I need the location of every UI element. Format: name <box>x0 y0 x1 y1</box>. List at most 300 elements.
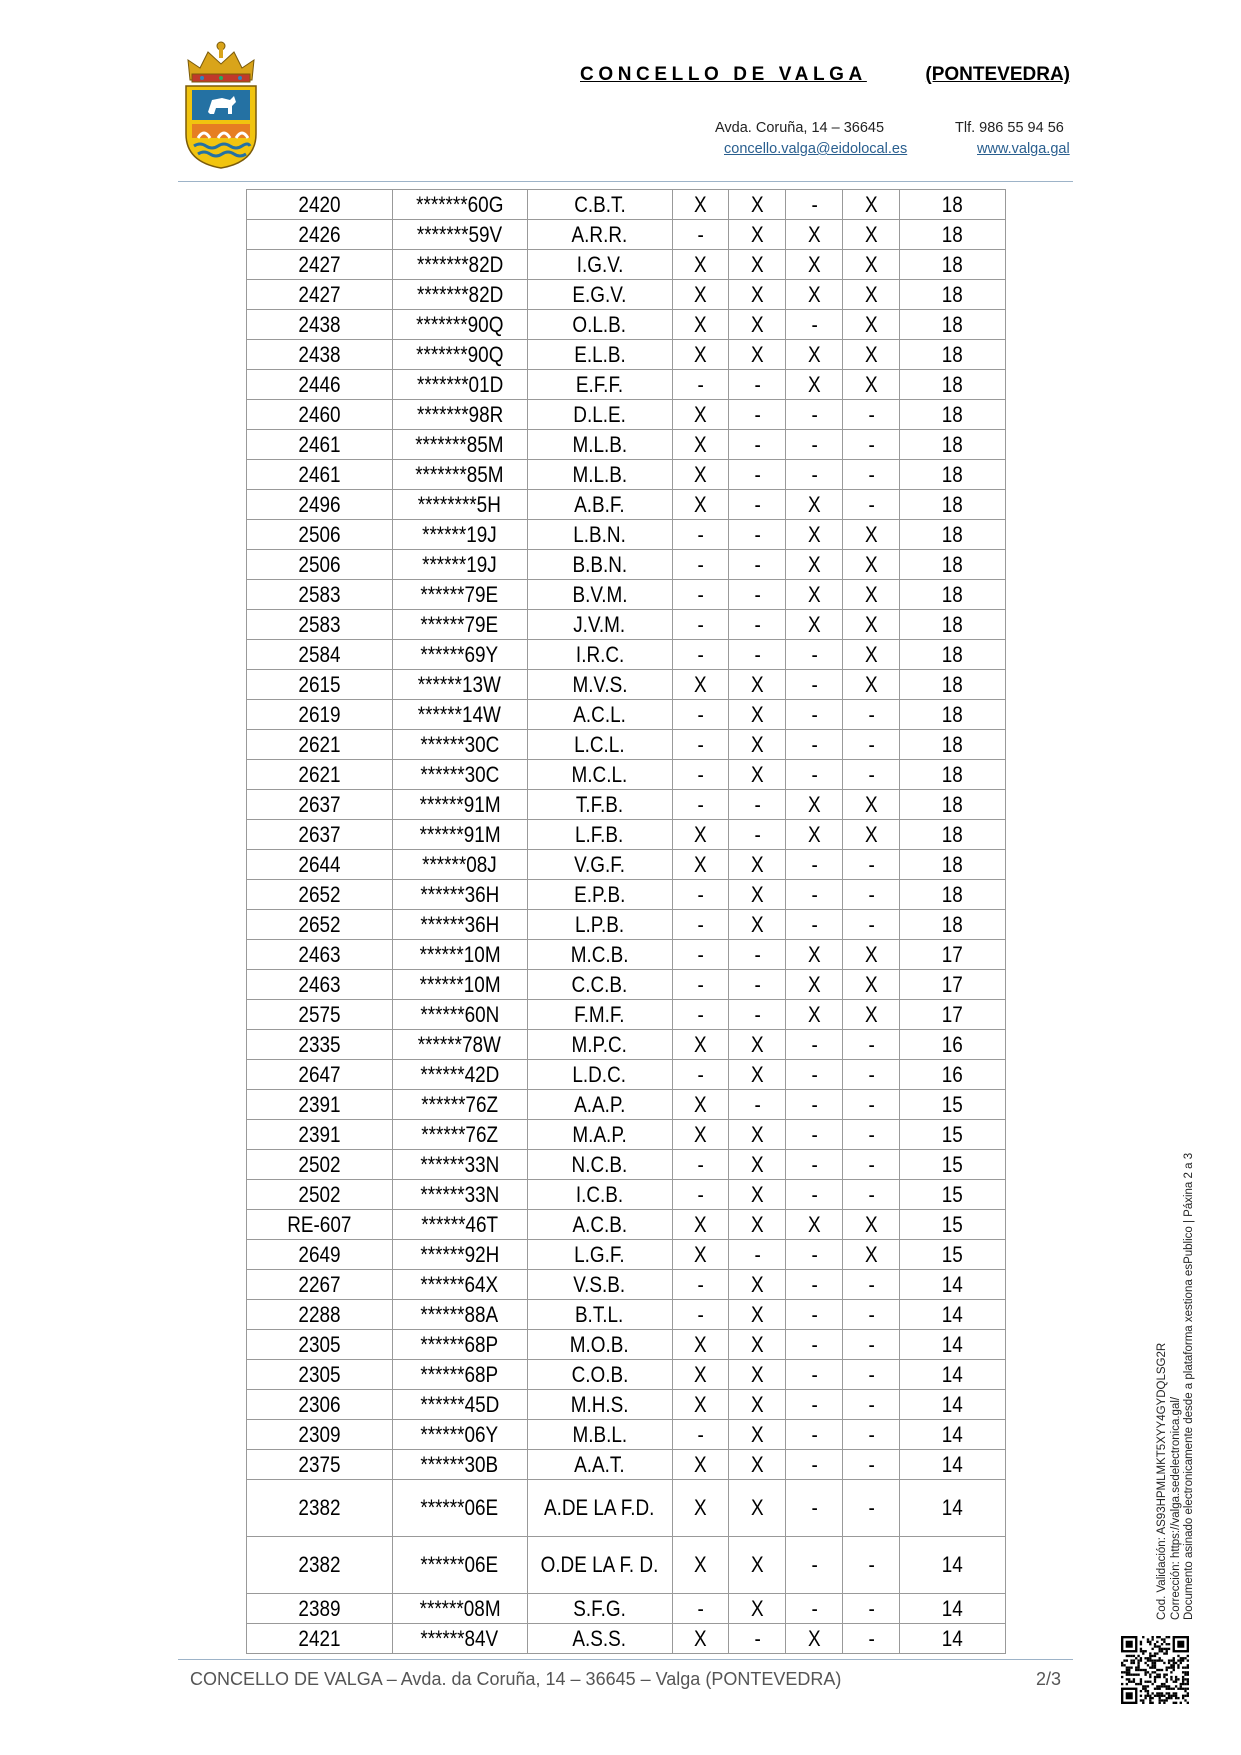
table-cell-mark-2: X <box>729 1180 786 1210</box>
table-cell-id: ******19J <box>392 520 527 550</box>
table-cell-number: 2502 <box>247 1150 393 1180</box>
table-cell-number: 2391 <box>247 1120 393 1150</box>
table-cell-id: ******33N <box>392 1150 527 1180</box>
table-cell-score: 14 <box>900 1420 1006 1450</box>
table-cell-mark-1: X <box>672 310 729 340</box>
table-cell-score: 18 <box>900 760 1006 790</box>
table-row <box>247 1480 1006 1537</box>
table-cell-mark-1: - <box>672 940 729 970</box>
table-cell-id: ******69Y <box>392 640 527 670</box>
table-cell-mark-2: - <box>729 460 786 490</box>
table-cell-score: 18 <box>900 850 1006 880</box>
table-cell-mark-1: - <box>672 700 729 730</box>
table-cell-mark-3: - <box>786 1270 843 1300</box>
table-cell-mark-3: - <box>786 730 843 760</box>
table-cell-mark-3: - <box>786 910 843 940</box>
table-row <box>247 1450 1006 1480</box>
table-cell-mark-4: - <box>843 460 900 490</box>
table-cell-score: 18 <box>900 910 1006 940</box>
table-cell-number: 2644 <box>247 850 393 880</box>
table-cell-initials: L.B.N. <box>527 520 672 550</box>
table-cell-id: ******60N <box>392 1000 527 1030</box>
table-cell-mark-1: - <box>672 370 729 400</box>
table-cell-mark-2: X <box>729 280 786 310</box>
table-cell-mark-1: X <box>672 190 729 220</box>
table-cell-score: 18 <box>900 550 1006 580</box>
footer-divider <box>178 1659 1073 1660</box>
table-cell-id: *******82D <box>392 280 527 310</box>
table-cell-mark-3: - <box>786 1030 843 1060</box>
table-cell-mark-2: - <box>729 790 786 820</box>
table-cell-mark-3: - <box>786 1537 843 1594</box>
table-cell-mark-2: - <box>729 940 786 970</box>
table-cell-id: ******46T <box>392 1210 527 1240</box>
table-cell-mark-3: X <box>786 520 843 550</box>
table-cell-mark-1: X <box>672 1330 729 1360</box>
table-cell-number: 2375 <box>247 1450 393 1480</box>
table-cell-mark-3: - <box>786 1360 843 1390</box>
table-cell-id: *******01D <box>392 370 527 400</box>
table-cell-mark-3: - <box>786 1300 843 1330</box>
table-cell-mark-2: X <box>729 760 786 790</box>
table-cell-initials: D.L.E. <box>527 400 672 430</box>
table-cell-mark-2: X <box>729 670 786 700</box>
table-cell-mark-1: X <box>672 1090 729 1120</box>
table-cell-mark-1: X <box>672 1030 729 1060</box>
table-cell-number: 2461 <box>247 430 393 460</box>
table-cell-mark-2: X <box>729 1300 786 1330</box>
table-cell-mark-1: - <box>672 580 729 610</box>
table-cell-id: *******59V <box>392 220 527 250</box>
page-number: 2/3 <box>1036 1669 1062 1689</box>
table-cell-id: ******36H <box>392 910 527 940</box>
table-cell-mark-3: X <box>786 280 843 310</box>
table-cell-score: 14 <box>900 1537 1006 1594</box>
table-cell-mark-4: - <box>843 730 900 760</box>
table-cell-initials: M.V.S. <box>527 670 672 700</box>
validation-block <box>1156 1153 1197 1620</box>
table-cell-mark-3: - <box>786 700 843 730</box>
table-cell-mark-3: X <box>786 490 843 520</box>
table-cell-mark-2: - <box>729 1000 786 1030</box>
table-cell-initials: A.C.L. <box>527 700 672 730</box>
table-cell-id: *******98R <box>392 400 527 430</box>
table-cell-mark-4: - <box>843 1480 900 1537</box>
table-cell-score: 18 <box>900 310 1006 340</box>
table-cell-mark-4: - <box>843 1300 900 1330</box>
table-cell-id: *******90Q <box>392 310 527 340</box>
table-cell-id: ******13W <box>392 670 527 700</box>
table-cell-mark-3: X <box>786 1000 843 1030</box>
table-cell-mark-1: X <box>672 820 729 850</box>
table-row <box>247 910 1006 940</box>
table-cell-initials: A.R.R. <box>527 220 672 250</box>
table-cell-mark-4: X <box>843 640 900 670</box>
table-cell-mark-1: - <box>672 1420 729 1450</box>
table-cell-mark-1: X <box>672 1624 729 1654</box>
table-cell-id: ******36H <box>392 880 527 910</box>
table-cell-initials: M.L.B. <box>527 430 672 460</box>
table-cell-mark-3: X <box>786 250 843 280</box>
table-cell-number: 2506 <box>247 550 393 580</box>
footer-text: CONCELLO DE VALGA – Avda. da Coruña, 14 – 36645 – Valga (PONTEVEDRA) <box>190 1669 842 1689</box>
table-cell-number: 2461 <box>247 460 393 490</box>
table-cell-initials: M.C.B. <box>527 940 672 970</box>
table-cell-mark-4: - <box>843 1594 900 1624</box>
table-cell-mark-3: X <box>786 550 843 580</box>
table-cell-mark-3: - <box>786 310 843 340</box>
table-cell-initials: A.S.S. <box>527 1624 672 1654</box>
table-cell-mark-3: - <box>786 1480 843 1537</box>
table-cell-mark-2: X <box>729 880 786 910</box>
table-row <box>247 580 1006 610</box>
table-cell-number: 2502 <box>247 1180 393 1210</box>
table-row <box>247 640 1006 670</box>
table-cell-score: 15 <box>900 1120 1006 1150</box>
table-cell-mark-1: - <box>672 1060 729 1090</box>
table-cell-initials: M.C.L. <box>527 760 672 790</box>
table-cell-mark-3: - <box>786 1450 843 1480</box>
table-cell-mark-1: - <box>672 640 729 670</box>
table-row <box>247 610 1006 640</box>
table-cell-number: 2652 <box>247 880 393 910</box>
table-cell-initials: A.B.F. <box>527 490 672 520</box>
table-cell-mark-4: X <box>843 340 900 370</box>
table-cell-initials: C.C.B. <box>527 970 672 1000</box>
table-cell-number: 2420 <box>247 190 393 220</box>
table-cell-number: 2446 <box>247 370 393 400</box>
table-cell-number: 2438 <box>247 310 393 340</box>
table-cell-initials: V.S.B. <box>527 1270 672 1300</box>
table-cell-mark-2: X <box>729 730 786 760</box>
table-cell-mark-3: - <box>786 1594 843 1624</box>
table-cell-mark-2: X <box>729 1594 786 1624</box>
table-cell-mark-2: - <box>729 640 786 670</box>
table-cell-mark-4: - <box>843 1030 900 1060</box>
table-cell-mark-4: - <box>843 1624 900 1654</box>
results-table <box>246 189 1006 1654</box>
table-row <box>247 1330 1006 1360</box>
table-cell-initials: F.M.F. <box>527 1000 672 1030</box>
table-cell-number: 2621 <box>247 760 393 790</box>
table-cell-mark-1: X <box>672 460 729 490</box>
table-cell-score: 18 <box>900 520 1006 550</box>
table-cell-mark-3: - <box>786 1330 843 1360</box>
table-row <box>247 250 1006 280</box>
table-row <box>247 1270 1006 1300</box>
table-cell-mark-4: - <box>843 760 900 790</box>
table-cell-mark-2: X <box>729 1390 786 1420</box>
table-cell-score: 18 <box>900 370 1006 400</box>
table-cell-score: 14 <box>900 1480 1006 1537</box>
table-cell-initials: I.G.V. <box>527 250 672 280</box>
table-cell-mark-2: - <box>729 400 786 430</box>
table-cell-mark-2: - <box>729 970 786 1000</box>
table-cell-score: 14 <box>900 1594 1006 1624</box>
table-cell-initials: I.C.B. <box>527 1180 672 1210</box>
table-cell-mark-2: X <box>729 1060 786 1090</box>
table-cell-number: 2426 <box>247 220 393 250</box>
table-cell-score: 18 <box>900 820 1006 850</box>
table-cell-mark-4: X <box>843 790 900 820</box>
table-cell-number: 2460 <box>247 400 393 430</box>
table-row <box>247 760 1006 790</box>
table-cell-mark-2: X <box>729 1270 786 1300</box>
table-cell-score: 14 <box>900 1300 1006 1330</box>
table-cell-id: ******08M <box>392 1594 527 1624</box>
table-cell-mark-2: - <box>729 1240 786 1270</box>
table-cell-initials: J.V.M. <box>527 610 672 640</box>
table-cell-number: 2306 <box>247 1390 393 1420</box>
table-cell-mark-4: X <box>843 670 900 700</box>
table-cell-score: 16 <box>900 1060 1006 1090</box>
table-cell-id: *******85M <box>392 460 527 490</box>
table-cell-score: 18 <box>900 280 1006 310</box>
table-cell-mark-3: - <box>786 1420 843 1450</box>
municipality-title <box>580 64 1070 86</box>
table-cell-number: 2583 <box>247 610 393 640</box>
table-cell-mark-1: X <box>672 1450 729 1480</box>
table-cell-mark-3: X <box>786 1210 843 1240</box>
table-cell-id: ******68P <box>392 1330 527 1360</box>
table-cell-mark-3: X <box>786 790 843 820</box>
table-cell-mark-1: - <box>672 1270 729 1300</box>
table-cell-mark-3: X <box>786 970 843 1000</box>
header-website-link[interactable]: www.valga.gal <box>977 141 1070 157</box>
table-cell-initials: T.F.B. <box>527 790 672 820</box>
table-cell-mark-4: X <box>843 310 900 340</box>
table-cell-mark-3: - <box>786 1390 843 1420</box>
table-cell-score: 18 <box>900 340 1006 370</box>
table-cell-initials: E.P.B. <box>527 880 672 910</box>
table-cell-initials: M.O.B. <box>527 1330 672 1360</box>
table-cell-mark-4: - <box>843 1060 900 1090</box>
table-cell-mark-1: X <box>672 1390 729 1420</box>
table-cell-mark-3: - <box>786 460 843 490</box>
table-cell-initials: E.G.V. <box>527 280 672 310</box>
table-row <box>247 790 1006 820</box>
table-cell-mark-3: - <box>786 670 843 700</box>
table-cell-number: RE-607 <box>247 1210 393 1240</box>
table-cell-mark-4: - <box>843 1330 900 1360</box>
table-row <box>247 1240 1006 1270</box>
table-cell-number: 2652 <box>247 910 393 940</box>
table-cell-score: 18 <box>900 490 1006 520</box>
table-cell-mark-2: - <box>729 610 786 640</box>
table-cell-score: 17 <box>900 970 1006 1000</box>
table-cell-score: 14 <box>900 1360 1006 1390</box>
table-cell-mark-2: X <box>729 1360 786 1390</box>
table-cell-number: 2382 <box>247 1537 393 1594</box>
table-row <box>247 1420 1006 1450</box>
table-cell-initials: I.R.C. <box>527 640 672 670</box>
table-cell-score: 15 <box>900 1240 1006 1270</box>
table-row <box>247 1000 1006 1030</box>
table-row <box>247 1624 1006 1654</box>
table-cell-mark-1: - <box>672 910 729 940</box>
table-cell-mark-3: - <box>786 640 843 670</box>
table-cell-id: ******91M <box>392 790 527 820</box>
table-cell-mark-3: - <box>786 1060 843 1090</box>
table-cell-mark-2: X <box>729 190 786 220</box>
table-cell-mark-2: - <box>729 430 786 460</box>
table-row <box>247 1300 1006 1330</box>
table-cell-mark-2: X <box>729 910 786 940</box>
header-email-link[interactable]: concello.valga@eidolocal.es <box>724 141 908 157</box>
table-cell-score: 18 <box>900 190 1006 220</box>
table-cell-mark-3: X <box>786 820 843 850</box>
table-row <box>247 820 1006 850</box>
table-cell-mark-4: - <box>843 400 900 430</box>
table-cell-mark-2: - <box>729 370 786 400</box>
table-cell-mark-4: - <box>843 850 900 880</box>
table-cell-number: 2305 <box>247 1360 393 1390</box>
table-cell-initials: C.O.B. <box>527 1360 672 1390</box>
table-cell-mark-4: - <box>843 1450 900 1480</box>
table-cell-number: 2427 <box>247 250 393 280</box>
table-cell-mark-4: X <box>843 820 900 850</box>
table-cell-mark-2: - <box>729 1090 786 1120</box>
table-cell-mark-4: X <box>843 1210 900 1240</box>
table-cell-score: 14 <box>900 1390 1006 1420</box>
table-cell-mark-3: X <box>786 1624 843 1654</box>
table-row <box>247 1090 1006 1120</box>
table-cell-mark-1: - <box>672 610 729 640</box>
table-row <box>247 190 1006 220</box>
table-cell-number: 2496 <box>247 490 393 520</box>
table-cell-mark-2: X <box>729 1420 786 1450</box>
table-cell-number: 2647 <box>247 1060 393 1090</box>
table-cell-mark-4: - <box>843 910 900 940</box>
table-cell-mark-4: - <box>843 1180 900 1210</box>
table-cell-mark-4: X <box>843 940 900 970</box>
table-cell-id: ******79E <box>392 580 527 610</box>
table-row <box>247 220 1006 250</box>
table-cell-number: 2649 <box>247 1240 393 1270</box>
table-cell-number: 2335 <box>247 1030 393 1060</box>
table-cell-mark-4: - <box>843 700 900 730</box>
table-cell-score: 18 <box>900 670 1006 700</box>
table-cell-id: *******82D <box>392 250 527 280</box>
table-cell-score: 16 <box>900 1030 1006 1060</box>
table-cell-mark-1: - <box>672 730 729 760</box>
table-cell-id: ******30C <box>392 760 527 790</box>
table-cell-mark-4: X <box>843 610 900 640</box>
table-cell-score: 18 <box>900 460 1006 490</box>
table-cell-initials: A.C.B. <box>527 1210 672 1240</box>
table-row <box>247 1150 1006 1180</box>
table-cell-score: 15 <box>900 1210 1006 1240</box>
table-cell-number: 2575 <box>247 1000 393 1030</box>
table-cell-id: ******30B <box>392 1450 527 1480</box>
table-cell-initials: L.C.L. <box>527 730 672 760</box>
table-cell-mark-3: - <box>786 400 843 430</box>
table-row <box>247 1030 1006 1060</box>
table-cell-mark-1: X <box>672 1210 729 1240</box>
table-cell-initials: A.DE LA F.D. <box>527 1480 672 1537</box>
table-cell-id: ******06E <box>392 1537 527 1594</box>
table-cell-number: 2583 <box>247 580 393 610</box>
table-cell-number: 2463 <box>247 970 393 1000</box>
table-cell-mark-3: - <box>786 760 843 790</box>
table-cell-mark-3: - <box>786 1120 843 1150</box>
table-row <box>247 550 1006 580</box>
qr-code-icon <box>1121 1636 1189 1704</box>
table-row <box>247 1594 1006 1624</box>
table-cell-mark-4: X <box>843 190 900 220</box>
validation-note: Documento asinado electronicamente desde a plataforma xestiona esPublico | Páxina 2 a 3 <box>1183 1152 1195 1620</box>
table-cell-mark-2: X <box>729 1210 786 1240</box>
table-cell-id: ******06E <box>392 1480 527 1537</box>
header-divider <box>178 181 1073 182</box>
table-cell-mark-2: X <box>729 1120 786 1150</box>
table-cell-mark-4: - <box>843 1270 900 1300</box>
table-cell-mark-1: X <box>672 250 729 280</box>
table-cell-id: *******90Q <box>392 340 527 370</box>
table-cell-initials: M.H.S. <box>527 1390 672 1420</box>
coat-of-arms-icon <box>178 38 264 170</box>
table-cell-id: ******42D <box>392 1060 527 1090</box>
table-cell-score: 15 <box>900 1150 1006 1180</box>
table-cell-mark-1: - <box>672 220 729 250</box>
table-cell-id: ******33N <box>392 1180 527 1210</box>
table-row <box>247 940 1006 970</box>
table-cell-mark-2: - <box>729 820 786 850</box>
table-row <box>247 1060 1006 1090</box>
table-cell-mark-4: - <box>843 1150 900 1180</box>
table-cell-mark-2: - <box>729 580 786 610</box>
table-cell-initials: E.F.F. <box>527 370 672 400</box>
table-cell-mark-4: - <box>843 1090 900 1120</box>
table-cell-number: 2382 <box>247 1480 393 1537</box>
table-cell-mark-2: - <box>729 490 786 520</box>
table-cell-mark-4: X <box>843 970 900 1000</box>
table-cell-mark-1: X <box>672 280 729 310</box>
table-cell-mark-2: X <box>729 1450 786 1480</box>
table-cell-mark-2: X <box>729 1537 786 1594</box>
table-cell-mark-4: - <box>843 490 900 520</box>
table-cell-mark-4: X <box>843 580 900 610</box>
table-cell-mark-4: - <box>843 1360 900 1390</box>
title-province: (PONTEVEDRA) <box>925 64 1070 85</box>
table-cell-mark-1: - <box>672 550 729 580</box>
table-cell-score: 14 <box>900 1330 1006 1360</box>
table-row <box>247 970 1006 1000</box>
table-cell-score: 14 <box>900 1450 1006 1480</box>
table-cell-mark-3: X <box>786 610 843 640</box>
table-cell-mark-3: X <box>786 340 843 370</box>
table-cell-mark-3: X <box>786 220 843 250</box>
table-cell-number: 2621 <box>247 730 393 760</box>
table-cell-mark-1: - <box>672 760 729 790</box>
table-row <box>247 1360 1006 1390</box>
table-cell-mark-3: X <box>786 580 843 610</box>
table-cell-mark-3: X <box>786 370 843 400</box>
table-cell-score: 17 <box>900 1000 1006 1030</box>
table-cell-mark-4: - <box>843 880 900 910</box>
table-row <box>247 400 1006 430</box>
table-cell-score: 17 <box>900 940 1006 970</box>
header-address: Avda. Coruña, 14 – 36645 <box>715 120 885 136</box>
table-cell-id: ******30C <box>392 730 527 760</box>
table-cell-initials: B.V.M. <box>527 580 672 610</box>
table-cell-initials: B.B.N. <box>527 550 672 580</box>
table-cell-initials: S.F.G. <box>527 1594 672 1624</box>
table-cell-id: *******85M <box>392 430 527 460</box>
table-cell-initials: L.F.B. <box>527 820 672 850</box>
table-cell-mark-1: - <box>672 1150 729 1180</box>
table-cell-id: ******91M <box>392 820 527 850</box>
